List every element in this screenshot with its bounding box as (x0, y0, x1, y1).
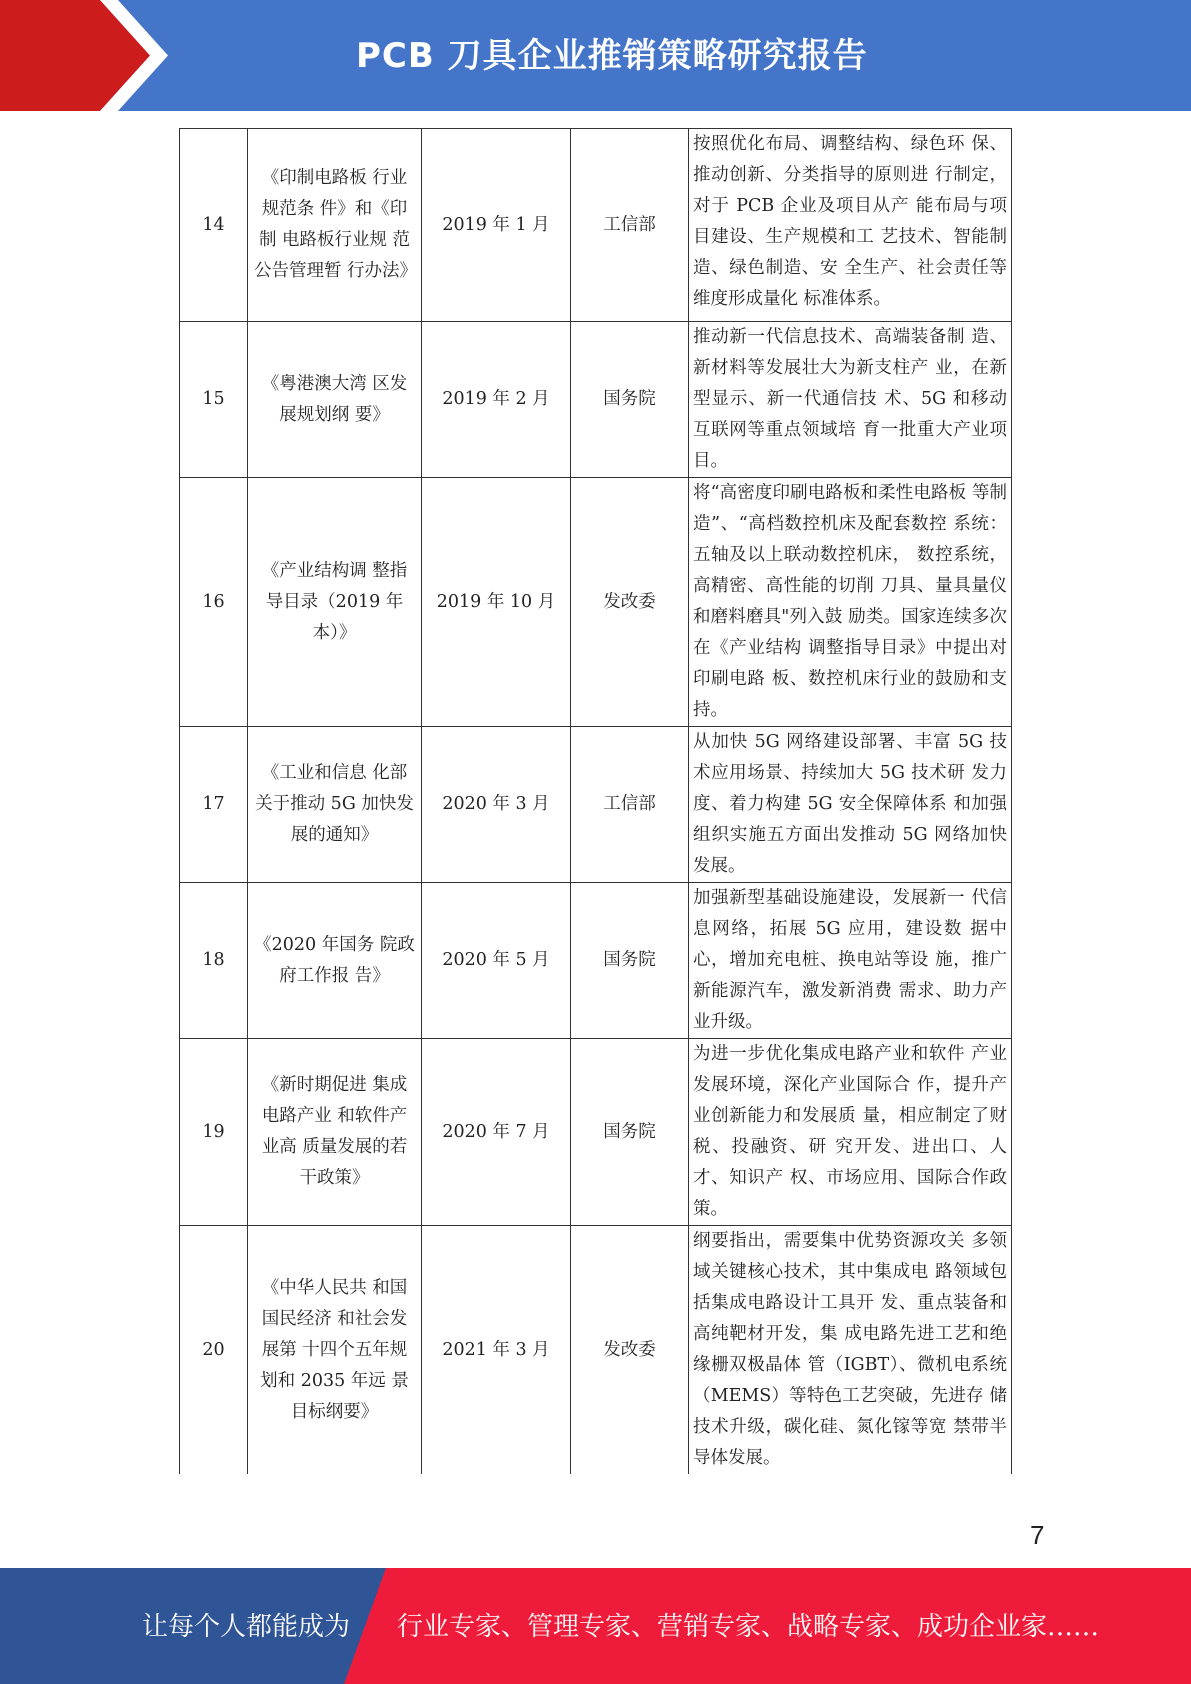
footer-slogan-left: 让每个人都能成为 (142, 1612, 351, 1642)
policy-description: 推动新一代信息技术、高端装备制 造、新材料等发展壮大为新支柱产 业，在新型显示、新一代通信技 术、5G 和移动互联网等重点领域培 育一批重大产业项目。 (689, 322, 1012, 478)
table-row (180, 1226, 1012, 1475)
issuing-department: 发改委 (571, 478, 689, 727)
issuing-department: 国务院 (571, 883, 689, 1039)
issue-date: 2021 年 3 月 (422, 1226, 571, 1475)
policy-description: 将“高密度印刷电路板和柔性电路板 等制造”、“高档数控机床及配套数控 系统：五轴及以上联动数控机床， 数控系统，高精密、高性能的切削 刀具、量具量仪和磨料磨具"列入鼓 励类。国家连续多次在《产业结构 调整指导目录》中提出对印刷电路 板、数控机床行业的鼓励和支持。 (689, 478, 1012, 727)
issuing-department: 国务院 (571, 322, 689, 478)
policy-name: 《中华人民共 和国国民经济 和社会发展第 十四个五年规 划和 2035 年远 景目标纲要》 (248, 1226, 422, 1475)
table-row (180, 129, 1012, 322)
policy-description: 加强新型基础设施建设，发展新一 代信息网络，拓展 5G 应用，建设数 据中心，增加充电桩、换电站等设 施，推广新能源汽车，激发新消费 需求、助力产业升级。 (689, 883, 1012, 1039)
table-row (180, 322, 1012, 478)
report-title: PCB 刀具企业推销策略研究报告 (356, 36, 868, 76)
issuing-department: 发改委 (571, 1226, 689, 1475)
issue-date: 2019 年 2 月 (422, 322, 571, 478)
policy-description: 为进一步优化集成电路产业和软件 产业发展环境，深化产业国际合 作，提升产业创新能力和发展质 量，相应制定了财税、投融资、研 究开发、进出口、人才、知识产 权、市场应用、国际合作政策。 (689, 1039, 1012, 1226)
issue-date: 2019 年 10 月 (422, 478, 571, 727)
row-number: 20 (180, 1226, 248, 1475)
policy-description: 按照优化布局、调整结构、绿色环 保、推动创新、分类指导的原则进 行制定，对于 PCB 企业及项目从产 能布局与项目建设、生产规模和工 艺技术、智能制造、绿色制造、安 全生产、社会责任等维度形成量化 标准体系。 (689, 129, 1012, 322)
policy-name: 《新时期促进 集成电路产业 和软件产业高 质量发展的若 干政策》 (248, 1039, 422, 1226)
page-header (0, 0, 1191, 111)
policy-description: 纲要指出，需要集中优势资源攻关 多领域关键核心技术，其中集成电 路领域包括集成电路设计工具开 发、重点装备和高纯靶材开发，集 成电路先进工艺和绝缘栅双极晶体 管（IGBT）、微机电系统（MEMS）等特色工艺突破，先进存 储技术升级，碳化硅、氮化镓等宽 禁带半导体发展。 (689, 1226, 1012, 1475)
footer-slogan-right: 行业专家、管理专家、营销专家、战略专家、成功企业家…… (397, 1612, 1100, 1642)
issuing-department: 工信部 (571, 129, 689, 322)
policy-name: 《产业结构调 整指导目录（2019 年本）》 (248, 478, 422, 727)
policy-table (179, 128, 1012, 1474)
row-number: 14 (180, 129, 248, 322)
row-number: 17 (180, 727, 248, 883)
table-row (180, 727, 1012, 883)
policy-name: 《粤港澳大湾 区发展规划纲 要》 (248, 322, 422, 478)
row-number: 16 (180, 478, 248, 727)
page-footer (0, 1568, 1191, 1684)
policy-name: 《印制电路板 行业规范条 件》和《印制 电路板行业规 范公告管理暂 行办法》 (248, 129, 422, 322)
row-number: 15 (180, 322, 248, 478)
row-number: 19 (180, 1039, 248, 1226)
table-row (180, 1039, 1012, 1226)
issue-date: 2020 年 5 月 (422, 883, 571, 1039)
issue-date: 2019 年 1 月 (422, 129, 571, 322)
issuing-department: 工信部 (571, 727, 689, 883)
row-number: 18 (180, 883, 248, 1039)
table-row (180, 883, 1012, 1039)
page-number: 7 (1030, 1520, 1045, 1550)
issue-date: 2020 年 7 月 (422, 1039, 571, 1226)
issue-date: 2020 年 3 月 (422, 727, 571, 883)
issuing-department: 国务院 (571, 1039, 689, 1226)
table-row (180, 478, 1012, 727)
policy-name: 《2020 年国务 院政府工作报 告》 (248, 883, 422, 1039)
policy-name: 《工业和信息 化部关于推动 5G 加快发展的通知》 (248, 727, 422, 883)
policy-description: 从加快 5G 网络建设部署、丰富 5G 技术应用场景、持续加大 5G 技术研 发力度、着力构建 5G 安全保障体系 和加强组织实施五方面出发推动 5G 网络加快发展。 (689, 727, 1012, 883)
